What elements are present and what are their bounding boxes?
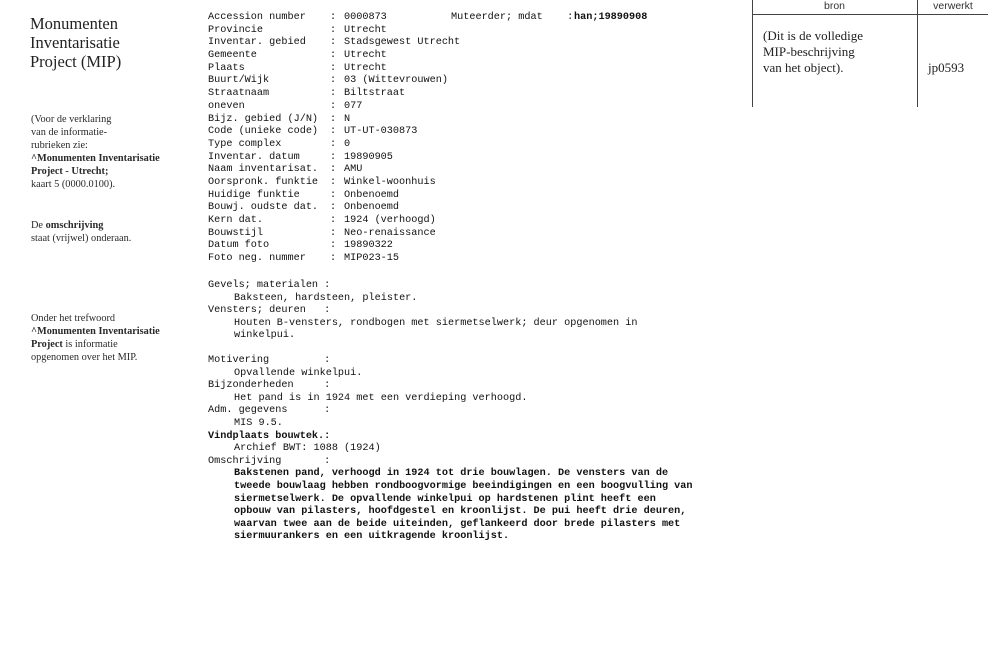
field-label: Type complex <box>208 138 282 150</box>
field-row <box>208 202 464 215</box>
field-separator: : <box>330 88 337 100</box>
vensters-heading: Vensters; deuren : <box>208 305 331 317</box>
bron-line-2: MIP-beschrijving <box>763 44 855 59</box>
field-label: Provincie <box>208 24 264 36</box>
field-row <box>208 215 464 228</box>
bron-line-3: van het object). <box>763 60 844 75</box>
col-header-verwerkt: verwerkt <box>918 0 988 15</box>
field-value: 03 (Wittevrouwen) <box>344 75 448 87</box>
field-row <box>208 177 464 190</box>
note1-ref-line-1[interactable]: ^Monumenten Inventarisatie <box>31 153 160 164</box>
verwerkt-cell: jp0593 <box>928 60 965 75</box>
field-label: Inventar. gebied <box>208 37 306 49</box>
field-row <box>208 126 464 139</box>
field-label: oneven <box>208 100 245 112</box>
field-separator: : <box>330 126 337 138</box>
table-divider <box>917 0 918 107</box>
muteerder-label <box>451 12 573 23</box>
field-row <box>208 164 464 177</box>
field-value: 1924 (verhoogd) <box>344 215 436 226</box>
field-row <box>208 190 464 203</box>
sidebar-note-legend <box>31 113 181 191</box>
sidebar-note-omschrijving <box>31 219 181 245</box>
field-row <box>208 139 464 152</box>
field-separator: : <box>330 62 337 74</box>
field-separator: : <box>330 100 337 112</box>
field-row <box>208 88 464 101</box>
field-value: Biltstraat <box>344 88 406 100</box>
field-label: Kern dat. <box>208 215 264 226</box>
field-separator: : <box>330 113 337 125</box>
bron-cell <box>763 28 863 76</box>
field-label: Buurt/Wijk <box>208 75 270 87</box>
field-row <box>208 253 464 266</box>
field-label: Bouwj. oudste dat. <box>208 202 319 214</box>
note3-line-1: Onder het trefwoord <box>31 313 116 324</box>
motivering-body: Opvallende winkelpui. <box>234 367 363 379</box>
field-value: 0000873 <box>344 12 387 23</box>
note1-line-1: (Voor de verklaring <box>31 114 112 125</box>
motivering-heading: Motivering : <box>208 354 331 366</box>
field-value: Utrecht <box>344 24 387 36</box>
field-value: Onbenoemd <box>344 189 400 201</box>
field-separator: : <box>330 24 337 36</box>
col-header-bron: bron <box>752 0 917 15</box>
note2-prefix: De <box>31 220 46 231</box>
field-row <box>208 228 464 241</box>
bijzonderheden-body: Het pand is in 1924 met een verdieping verhoogd. <box>234 392 528 404</box>
field-separator: : <box>330 215 337 226</box>
omschrijving-body: Bakstenen pand, verhoogd in 1924 tot drie bouwlagen. De vensters van de tweede bouwlaag hebben rondboogvormige beeindigingen en een boogvulling van siermetselwerk. De opvallende winkelpui op hardstenen plint heeft een opbouw van pilasters, hoofdgestel en kroonlijst. De pui heeft drie deuren, waarvan twee aan de beide uiteinden, geflankeerd door brede pilasters met siermuurankers en een uitkragende kroonlijst. <box>234 468 693 543</box>
field-separator: : <box>330 189 337 201</box>
bron-verwerkt-table <box>752 0 1000 107</box>
record-sections <box>208 280 728 544</box>
field-row <box>208 12 464 25</box>
field-value: Onbenoemd <box>344 202 400 214</box>
field-separator: : <box>330 176 337 188</box>
omschrijving-heading: Omschrijving : <box>208 455 331 467</box>
field-value: UT-UT-030873 <box>344 126 418 138</box>
note1-line-3: rubrieken zie: <box>31 140 88 151</box>
adm-heading: Adm. gegevens : <box>208 405 331 417</box>
field-value: Neo-renaissance <box>344 227 436 239</box>
field-value: Utrecht <box>344 50 387 62</box>
bijzonderheden-heading: Bijzonderheden : <box>208 380 331 392</box>
field-row <box>208 240 464 253</box>
field-row <box>208 152 464 165</box>
field-value: 0 <box>344 138 351 150</box>
muteerder-sep: : <box>567 12 574 23</box>
adm-body: MIS 9.5. <box>234 417 283 429</box>
note1-line-2: van de informatie- <box>31 127 108 138</box>
record-fields <box>208 12 464 266</box>
field-value: 077 <box>344 100 363 112</box>
field-separator: : <box>330 164 337 176</box>
field-row <box>208 114 464 127</box>
gevels-body: Baksteen, hardsteen, pleister. <box>234 292 418 304</box>
field-label: Inventar. datum <box>208 151 300 163</box>
note1-tail: kaart 5 (0000.0100). <box>31 179 116 190</box>
field-row <box>208 75 464 88</box>
title-line-2: Inventarisatie <box>30 33 120 52</box>
field-label: Datum foto <box>208 240 270 252</box>
field-label: Foto neg. nummer <box>208 253 306 265</box>
note3-ref-line[interactable]: ^Monumenten Inventarisatie <box>31 326 160 337</box>
field-separator: : <box>330 138 337 150</box>
muteerder-label-text: Muteerder; mdat <box>451 12 543 23</box>
field-separator: : <box>330 12 337 23</box>
vensters-body: Houten B-vensters, rondbogen met siermetselwerk; deur opgenomen in winkelpui. <box>234 317 638 342</box>
field-value: Stadsgewest Utrecht <box>344 37 461 49</box>
field-separator: : <box>330 202 337 214</box>
field-separator: : <box>330 227 337 239</box>
field-label: Straatnaam <box>208 88 270 100</box>
field-separator: : <box>330 240 337 252</box>
field-row <box>208 63 464 76</box>
table-left-border <box>752 0 753 107</box>
field-value: 19890322 <box>344 240 393 252</box>
field-label: Bijz. gebied (J/N) <box>208 113 319 125</box>
sidebar-note-trefwoord <box>31 312 181 364</box>
field-label: Accession number <box>208 12 306 23</box>
note1-ref-line-2[interactable]: Project - Utrecht; <box>31 166 109 177</box>
field-separator: : <box>330 37 337 49</box>
sidebar-title <box>30 14 121 71</box>
field-row <box>208 37 464 50</box>
field-value: Utrecht <box>344 62 387 74</box>
field-value: MIP023-15 <box>344 253 400 265</box>
field-value: AMU <box>344 164 363 176</box>
title-line-3: Project (MIP) <box>30 52 122 71</box>
field-label: Plaats <box>208 62 245 74</box>
field-value: 19890905 <box>344 151 393 163</box>
field-label: Oorspronk. funktie <box>208 176 319 188</box>
field-value: Winkel-woonhuis <box>344 176 436 188</box>
field-separator: : <box>330 75 337 87</box>
vindplaats-heading: Vindplaats bouwtek.: <box>208 430 331 442</box>
field-row <box>208 50 464 63</box>
title-line-1: Monumenten <box>30 14 118 33</box>
field-separator: : <box>330 253 337 265</box>
note3-ref-word[interactable]: Project <box>31 339 63 350</box>
field-label: Huidige funktie <box>208 189 300 201</box>
note3-line-3: is informatie <box>62 339 118 350</box>
field-row <box>208 101 464 114</box>
muteerder-value: han;19890908 <box>574 12 648 23</box>
note3-line-4: opgenomen over het MIP. <box>31 352 138 363</box>
gevels-heading: Gevels; materialen : <box>208 280 331 291</box>
field-separator: : <box>330 50 337 62</box>
field-label: Bouwstijl <box>208 227 264 239</box>
field-row <box>208 25 464 38</box>
bron-line-1: (Dit is de volledige <box>763 28 864 43</box>
field-value: N <box>344 113 351 125</box>
field-label: Gemeente <box>208 50 257 62</box>
vindplaats-body: Archief BWT: 1088 (1924) <box>234 443 381 455</box>
field-label: Naam inventarisat. <box>208 164 319 176</box>
note2-line-2: staat (vrijwel) onderaan. <box>31 233 132 244</box>
field-label: Code (unieke code) <box>208 126 319 138</box>
note2-bold: omschrijving <box>45 220 104 231</box>
field-separator: : <box>330 151 337 163</box>
